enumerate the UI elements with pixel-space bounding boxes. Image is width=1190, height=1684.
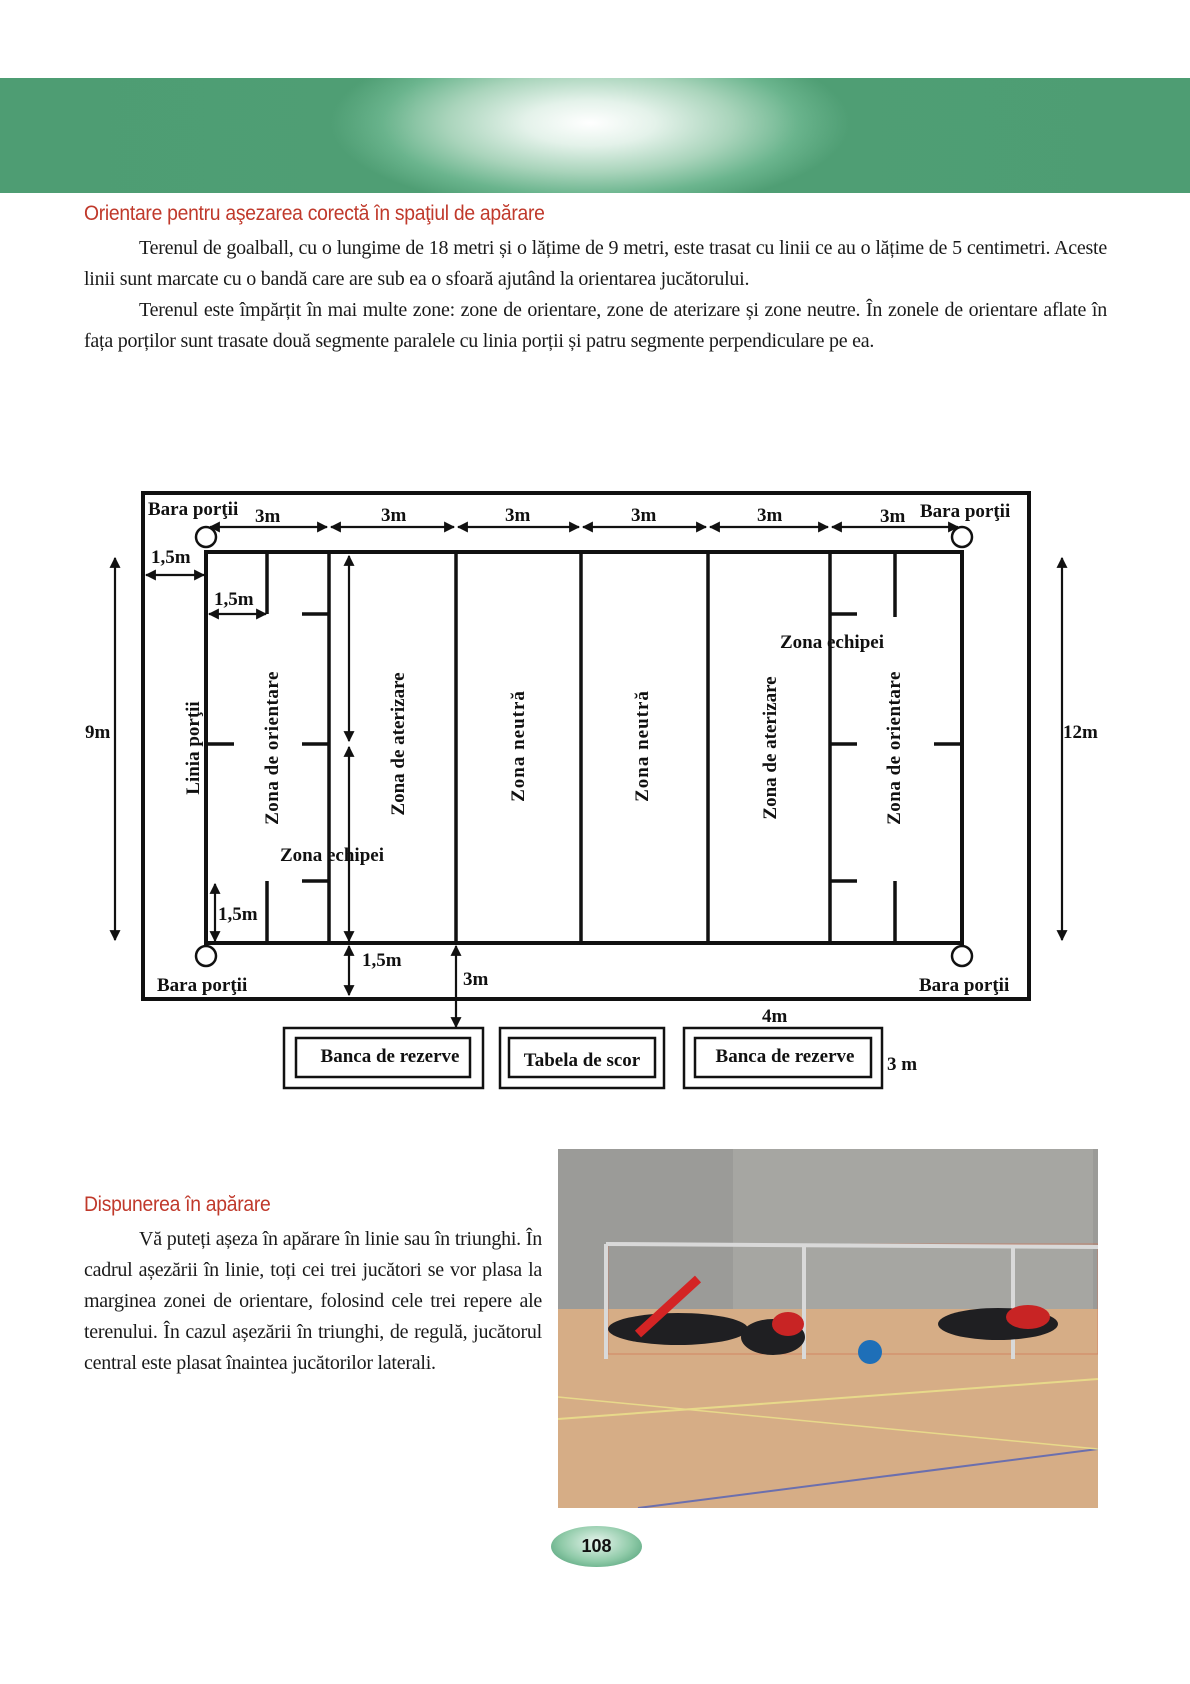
zone-label: Linia porţii xyxy=(183,701,204,795)
goal-post-label: Bara porţii xyxy=(148,499,239,520)
team-zone-label: Zona echipei xyxy=(780,632,884,653)
page-number: 108 xyxy=(551,1526,642,1567)
dimension-label: 3m xyxy=(757,505,783,526)
width-label: 9m xyxy=(85,722,111,743)
goal-post-icon xyxy=(952,946,972,966)
dimension-label: 1,5m xyxy=(214,589,254,610)
dimension-label: 1,5m xyxy=(218,904,258,925)
goal-post-label: Bara porţii xyxy=(157,975,248,996)
dimension-label: 1,5m xyxy=(151,547,191,568)
paragraph: Vă puteți așeza în apărare în linie sau în triunghi. În cadrul așezării în linie, toți cei trei jucători se vor plasa la marginea zonei de orientare, folosind cele trei repere ale terenului. În cazul așezării în triunghi, de regulă, jucătorul central este plasat înaintea jucătorilor laterali. xyxy=(84,1228,542,1374)
paragraph: Terenul este împărțit în mai multe zone: zone de orientare, zone de aterizare și zone neutre. În zonele de orientare aflate în fața porților sunt trasate două segmente paralele cu linia porții și patru segmente perpendiculare pe ea. xyxy=(84,299,1107,352)
dimension-label: 3m xyxy=(631,505,657,526)
scoreboard-label: Tabela de scor xyxy=(523,1050,641,1071)
team-zone-label: Zona echipei xyxy=(280,845,384,866)
bench-length-label: 4m xyxy=(762,1006,788,1027)
bench-label: Banca de rezerve xyxy=(320,1046,460,1067)
goal-post-markers xyxy=(196,527,972,966)
zone-label: Zona de orientare xyxy=(262,671,283,825)
goal-post-icon xyxy=(196,946,216,966)
goal-post-label: Bara porţii xyxy=(920,501,1011,522)
zone-label: Zona de orientare xyxy=(884,671,905,825)
section-heading-defense: Dispunerea în apărare xyxy=(84,1193,271,1216)
dimension-label: 3m xyxy=(505,505,531,526)
zone-label: Zona neutră xyxy=(632,690,653,802)
dimension-label: 3m xyxy=(381,505,407,526)
dimension-label: 3m xyxy=(880,506,906,527)
zone-label: Zona de aterizare xyxy=(760,676,781,820)
court-boundary xyxy=(206,552,962,943)
zone-label: Zona de aterizare xyxy=(388,672,409,816)
dimension-label: 1,5m xyxy=(362,950,402,971)
section-body-defense xyxy=(84,1224,542,1379)
zone-label: Zona neutră xyxy=(508,690,529,802)
goal-post-icon xyxy=(952,527,972,547)
dimension-label: 3m xyxy=(463,969,489,990)
goal-post-icon xyxy=(196,527,216,547)
width-label: 12m xyxy=(1063,722,1098,743)
court-lines xyxy=(206,552,962,943)
bench-depth-label: 3 m xyxy=(887,1054,918,1075)
dimension-arrows xyxy=(115,527,1062,1027)
paragraph: Terenul de goalball, cu o lungime de 18 metri și o lățime de 9 metri, este trasat cu linii ce au o lățime de 5 centimetri. Aceste linii sunt marcate cu o bandă care are sub ea o sfoară ajutând la orientarea jucătorului. xyxy=(84,237,1107,290)
section-heading-orientation: Orientare pentru aşezarea corectă în spaţiul de apărare xyxy=(84,202,545,225)
goal-post-label: Bara porţii xyxy=(919,975,1010,996)
goalball-photo xyxy=(558,1149,1098,1508)
bench-label: Banca de rezerve xyxy=(715,1046,855,1067)
dimension-label: 3m xyxy=(255,506,281,527)
